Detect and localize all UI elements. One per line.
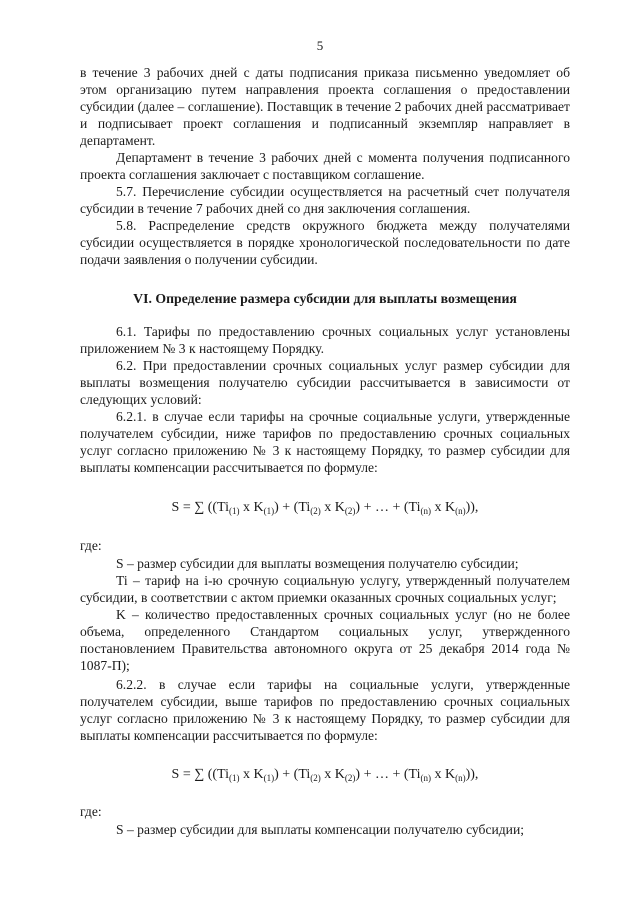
paragraph: K – количество предоставленных срочных социальных услуг (но не более объема, определенного Стандартом социальных услуг, утвержденного постановлением Правительства автономного округа от 25 декабря 2014 года № 1087-П); [80, 607, 570, 673]
paragraph: 5.7. Перечисление субсидии осуществляется на расчетный счет получателя субсидии в течение 7 рабочих дней со дня заключения соглашения. [80, 184, 570, 216]
text-block-4 [80, 676, 570, 744]
paragraph: в течение 3 рабочих дней с даты подписания приказа письменно уведомляет об этом организацию путем направления проекта соглашения о предоставлении субсидии (далее – соглашение). Поставщик в течение 2 рабочих дней рассматривает и подписывает проект соглашения и подписанный экземпляр направляет в департамент. [80, 65, 570, 148]
paragraph: 6.2. При предоставлении срочных социальных услуг размер субсидии для выплаты возмещения получателю субсидии рассчитывается в зависимости от следующих условий: [80, 358, 570, 407]
where-label: где: [80, 538, 102, 553]
formula-1: S = ∑ (($Ti_{(1)}$ x $K_{(1)}) + (Ti_{(2)}$ x $K_{(2)}$) + … + ($Ti_{(n)}$ x $K_{(n)}$)), [171, 500, 479, 516]
paragraph: S – размер субсидии для выплаты компенсации получателю субсидии; [116, 822, 525, 837]
paragraph: Ti – тариф на i-ю срочную социальную услугу, утвержденный получателем субсидии, в соответствии с актом приемки оказанных срочных социальных услуг; [80, 573, 570, 605]
formula-2: S = ∑ (($Ti_{(1)}$ x $K_{(1)}) + (Ti_{(2)}$ x $K_{(2)}$) + … + ($Ti_{(n)}$ x $K_{(n)}$)), [171, 767, 479, 783]
text-block-1 [80, 64, 570, 268]
paragraph: 6.2.1. в случае если тарифы на срочные социальные услуги, утвержденные получателем субсидии, ниже тарифов по предоставлению срочных социальных услуг согласно приложению № 3 к настоящему Порядку, то размер субсидии для выплаты компенсации рассчитывается по формуле: [80, 409, 570, 475]
where-label: где: [80, 804, 102, 819]
paragraph: Департамент в течение 3 рабочих дней с момента получения подписанного проекта соглашения заключает с поставщиком соглашение. [80, 150, 570, 182]
text-block-3 [80, 555, 570, 674]
text-block-5 [80, 821, 570, 838]
paragraph: 6.2.2. в случае если тарифы на социальные услуги, утвержденные получателем субсидии, выше тарифов по предоставлению срочных социальных услуг согласно приложению № 3 к настоящему Порядку, то размер субсидии для выплаты компенсации рассчитывается по формуле: [80, 677, 570, 743]
paragraph: 6.1. Тарифы по предоставлению срочных социальных услуг установлены приложением № 3 к настоящему Порядку. [80, 324, 570, 356]
paragraph: S – размер субсидии для выплаты возмещения получателю субсидии; [116, 556, 519, 571]
section-heading: VI. Определение размера субсидии для выплаты возмещения [133, 291, 517, 306]
text-block-2 [80, 323, 570, 476]
paragraph: 5.8. Распределение средств окружного бюджета между получателями субсидии осуществляется в порядке хронологической последовательности по дате подачи заявления о получении субсидии. [80, 218, 570, 267]
page-number: 5 [316, 38, 324, 53]
